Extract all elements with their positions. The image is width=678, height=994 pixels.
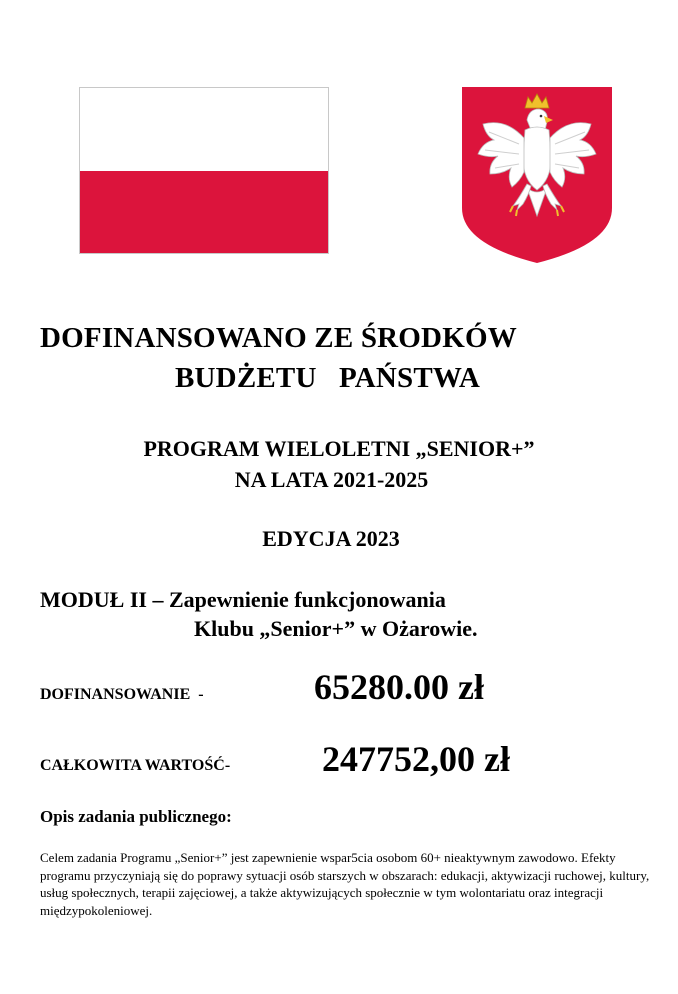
task-description: Celem zadania Programu „Senior+” jest zapewnienie wspar5cia osobom 60+ nieaktywnym zawodowo. Efekty programu przyczyniają się do poprawy sytuacji osób starszych w obszarach: edukacji, aktywizacji ruchowej, kultury, usług społecznych, terapii zajęciowej, a także aktywizujących społecznie w tym wolontariatu oraz integracji międzypokoleniowej.: [40, 850, 650, 918]
total-value: 247752,00 zł: [322, 739, 510, 779]
title-line-2: BUDŻETU PAŃSTWA: [175, 362, 480, 394]
funding-label: DOFINANSOWANIE -: [40, 686, 204, 703]
funding-value: 65280.00 zł: [314, 667, 484, 707]
polish-eagle-emblem-icon: [461, 86, 613, 264]
task-heading: Opis zadania publicznego:: [40, 807, 232, 826]
flag-white-stripe: [80, 88, 328, 171]
module-line-2: Klubu „Senior+” w Ożarowie.: [194, 616, 478, 641]
flag-red-stripe: [80, 171, 328, 254]
polish-flag-icon: [79, 87, 329, 254]
title-line-1: DOFINANSOWANO ZE ŚRODKÓW: [40, 322, 517, 354]
total-value-label: CAŁKOWITA WARTOŚĆ-: [40, 757, 231, 774]
program-line-2: NA LATA 2021-2025: [234, 467, 429, 492]
edition-label: EDYCJA 2023: [262, 526, 400, 551]
program-line-1: PROGRAM WIELOLETNI „SENIOR+”: [143, 436, 535, 461]
module-line-1: MODUŁ II – Zapewnienie funkcjonowania: [40, 587, 446, 612]
